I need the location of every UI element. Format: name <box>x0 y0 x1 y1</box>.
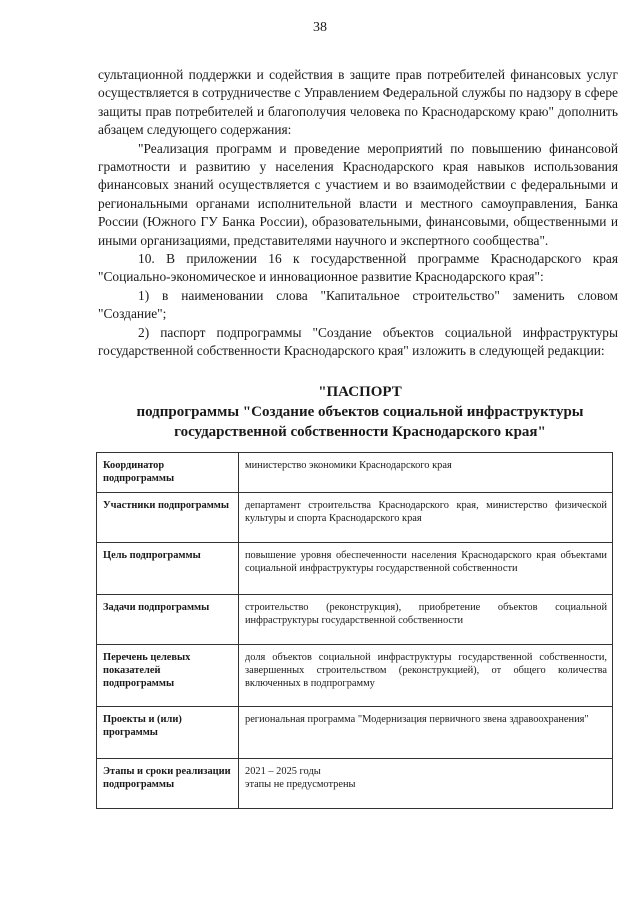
row-value: повышение уровня обеспеченности населения Краснодарского края объектами социальной инфраструктуры государственной собственности <box>239 543 613 595</box>
row-value: строительство (реконструкция), приобретение объектов социальной инфраструктуры государственной собственности <box>239 595 613 645</box>
row-value: региональная программа "Модернизация первичного звена здравоохранения" <box>239 707 613 759</box>
row-label: Участники подпрограммы <box>97 493 239 543</box>
row-label: Перечень целевых показателей подпрограммы <box>97 645 239 707</box>
table-row <box>97 759 613 809</box>
row-value-line: 2021 – 2025 годы <box>245 766 321 777</box>
table-row <box>97 707 613 759</box>
row-label: Проекты и (или) программы <box>97 707 239 759</box>
row-label: Координатор подпрограммы <box>97 453 239 493</box>
row-label: Цель подпрограммы <box>97 543 239 595</box>
body-text <box>98 66 618 361</box>
paragraph: 10. В приложении 16 к государственной программе Краснодарского края "Социально-экономическое и инновационное развитие Краснодарского края": <box>98 251 618 285</box>
passport-title <box>90 382 630 442</box>
row-label: Задачи подпрограммы <box>97 595 239 645</box>
passport-subtitle-line: государственной собственности Краснодарского края" <box>174 424 546 440</box>
paragraph: сультационной поддержки и содействия в защите прав потребителей финансовых услуг осуществляется в сотрудничестве с Управлением Федеральной службы по надзору в сфере защиты прав потребителей и благополучия человека по Краснодарскому краю" дополнить абзацем следующего содержания: <box>98 67 618 138</box>
table-row <box>97 543 613 595</box>
table-row <box>97 493 613 543</box>
table-row <box>97 453 613 493</box>
row-value: департамент строительства Краснодарского края, министерство физической культуры и спорта Краснодарского края <box>239 493 613 543</box>
page-number: 38 <box>313 20 327 35</box>
row-value <box>239 759 613 809</box>
paragraph: 2) паспорт подпрограммы "Создание объектов социальной инфраструктуры государственной собственности Краснодарского края" изложить в следующей редакции: <box>98 324 618 359</box>
table-row <box>97 645 613 707</box>
paragraph: "Реализация программ и проведение мероприятий по повышению финансовой грамотности и развитию у населения Краснодарского края навыков использования финансовых знаний осуществляется с участием и во взаимодействии с федеральными и региональными органами исполнительной власти и местного самоуправления, Банка России (Южного ГУ Банка России), образовательными, финансовыми, общественными и иными организациями, представителями научного и экспертного сообщества". <box>98 140 618 248</box>
passport-table <box>96 452 613 809</box>
row-value-line: этапы не предусмотрены <box>245 779 356 790</box>
passport-heading: "ПАСПОРТ <box>318 384 402 400</box>
passport-subtitle-line: подпрограммы "Создание объектов социальной инфраструктуры <box>136 404 584 420</box>
table-row <box>97 595 613 645</box>
row-label: Этапы и сроки реализации подпрограммы <box>97 759 239 809</box>
row-value: министерство экономики Краснодарского края <box>239 453 613 493</box>
paragraph: 1) в наименовании слова "Капитальное строительство" заменить словом "Создание"; <box>98 287 618 322</box>
row-value: доля объектов социальной инфраструктуры государственной собственности, завершенных строительством (реконструкцией), от общего количества включенных в подпрограмму <box>239 645 613 707</box>
